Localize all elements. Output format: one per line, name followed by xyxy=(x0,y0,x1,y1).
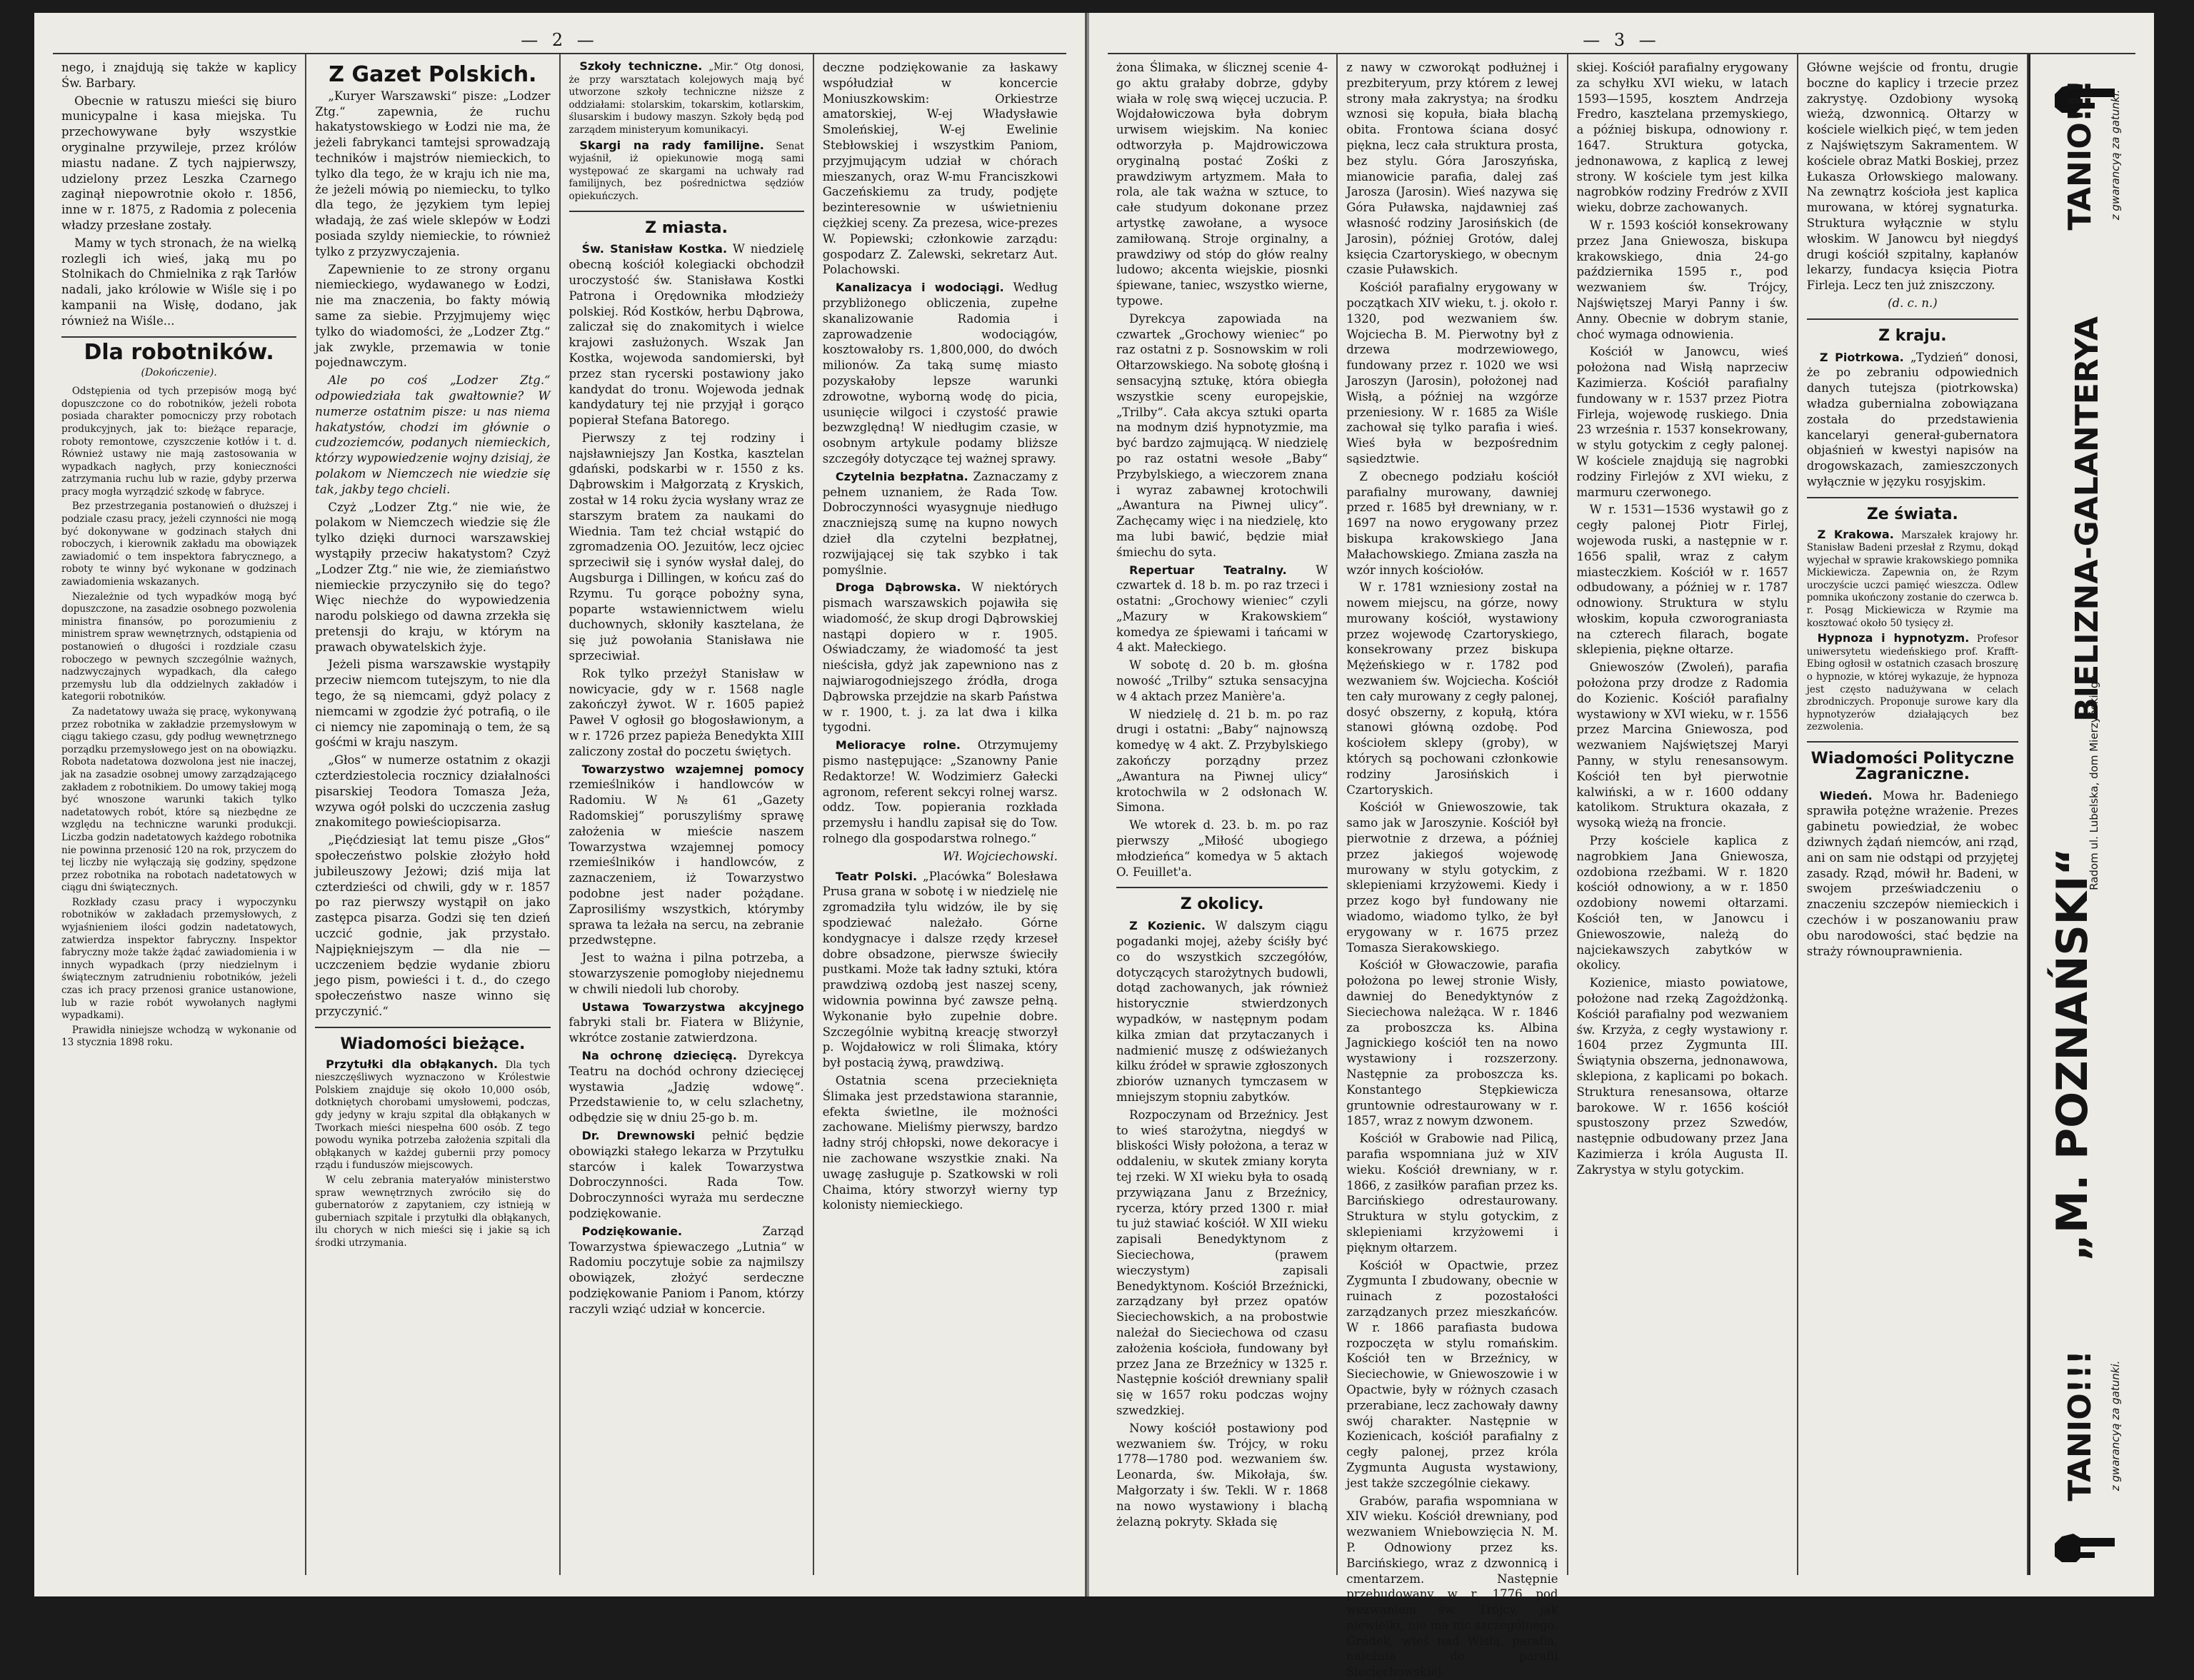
article-text: W r. 1781 wzniesiony został na nowem miejscu, na górze, nowy murowany kościół, wystawiony przez wojewodę Czartoryskiego, konsekrowany przez biskupa Mężeńskiego w r. 1782 pod wezwaniem św. Wojciecha. Kościół ten cały murowany z cegły palonej, dosyć obszerny, z kopułą, która stanowi główną ozdobę. Pod kościołem sklepy (groby), w których są pochowani członkowie rodziny Jarosińskich i Czartoryskich. xyxy=(1346,580,1558,797)
runin-heading: Melioracye rolne. xyxy=(835,738,961,753)
column-1 xyxy=(1108,54,1338,1575)
divider xyxy=(1116,887,1328,888)
runin-heading: Repertuar Teatralny. xyxy=(1129,563,1287,577)
article-text: Kozienice, miasto powiatowe, położone nad rzeką Zagożdżonką. Kościół parafialny pod wezwaniem św. Krzyża, z cegły wystawiony r. 1604 przez Zygmunta III. Świątynia obszerna, jednonawowa, sklepiona, z kaplicami po bokach. Struktura renesansowa, ołtarze barokowe. W r. 1656 kościół spustoszony przez Szwedów, następnie odbudowany przez Jana Kazimierza i króla Augusta II. Zakrystya w stylu gotyckim. xyxy=(1576,976,1788,1177)
article-text: Zarząd Towarzystwa śpiewaczego „Lutnia“ w Radomiu poczytuje sobie za najmilszy obowiązek, złożyć serdeczne podziękowanie Paniom i Panom, którzy raczyli wziąć udział w koncercie. xyxy=(568,1224,804,1316)
article-text: z nawy w czworokąt podłużnej i prezbiteryum, przy którem z lewej strony mała zakrystya; na środku wznosi się kopuła, biała blachą obita. Frontowa ściana dosyć piękna, lecz cała struktura prosta, bez stylu. Góra Jaroszyńska, mianowicie parafia, dalej zaś Jarosza (Jarosin). Wieś nazywa się Góra Puławska, najdawniej zaś własność rodziny Jarosińskich (de Jarosin), później Grotów, dalej księcia Czartoryskiego, w obecnym czasie Puławskich. xyxy=(1346,61,1558,277)
article-text: Według przybliżonego obliczenia, zupełne skanalizowanie Radomia i zaprowadzenie wodociągów, kosztowałoby rs. 1,800,000, do dwóch milionów. Za taką sumę miasto pozyskałoby lepsze warunki zdrowotne, wyborną wodę do picia, usunięcie wilgoci i czystość prawie bezwzględną! W niedługim czasie, w osobnym artykule podamy bliższe szczegóły dotyczące tej ważnej sprawy. xyxy=(822,281,1058,466)
subheading: (Dokończenie). xyxy=(141,367,217,379)
article-text: W r. 1531—1536 wystawił go z cegły palonej Piotr Firlej, wojewoda ruski, a następnie w r. 1656 spalił, wraz z całym miasteczkiem. Kościół w r. 1657 odbudowany, a później w r. 1787 odnowiony. Struktura w stylu włoskim, kopuła czworograniasta na czterech filarach, bogate sklepienia, piękne ołtarze. xyxy=(1576,503,1788,657)
column-4 xyxy=(814,54,1066,1575)
runin-heading: Przytułki dla obłąkanych. xyxy=(326,1057,499,1071)
divider xyxy=(61,336,296,338)
runin-heading: Z Kozienic. xyxy=(1129,919,1206,933)
section-heading: Zagraniczne. xyxy=(1855,765,1970,783)
advertisement-column xyxy=(2028,54,2135,1575)
article-text: Pierwszy z tej rodziny i najsławniejszy Jan Kostka, kasztelan gdański, podskarbi w r. 1550 z ks. Dąbrowskim i Małgorzatą z Kryskich, został w 14 roku życia wysłany wraz ze starszym bratem za naukami do Wiednia. Tam też chciał wstąpić do zgromadzenia OO. Jezuitów, lecz ojciec sprzeciwił się i synów wysłał dalej, do Augsburga i Dillingen, w końcu zaś do Rzymu. Tu gorące pobożny syna, poparte wstawiennictwem wielu duchownych, skłoniły kasztelana, że się już powołania Stanisława nie sprzeciwiał. xyxy=(568,431,804,663)
page-number: — 2 — xyxy=(521,30,598,50)
article-text: Zapewnienie to ze strony organu niemieckiego, wydawanego w Łodzi, nie ma znaczenia, bo fakty mówią same za siebie. Przyjmujemy więc tylko do wiadomości, że „Lodzer Ztg.“ jak zwykle, przemawia w tonie pojednawczym. xyxy=(315,262,551,370)
runin-heading: Towarzystwo wzajemnej pomocy xyxy=(581,762,804,776)
article-text: skiej. Kościół parafialny erygowany za schyłku XVI wieku, w latach 1593—1595, kosztem Andrzeja Fredro, kasztelana przemyskiego, a później biskupa, odnowiony r. 1647. Struktura gotycka, jednonawowa, z kaplicą z lewej strony. W kościele tym jest kilka nagrobków rodziny Fredrów z XVII wieku, dobrze zachowanych. xyxy=(1576,61,1788,215)
right-page xyxy=(1087,13,2154,1679)
article-text: Dyrekcya zapowiada na czwartek „Grochowy wieniec“ po raz ostatni z p. Sosnowskim w roli Ołtarzowskiego. Na sobotę głośną i sensacyjną sztukę, która obiegła wszystkie sceny europejskie, „Trilby“. Cała akcya sztuki oparta na modnym dziś hypnotyzmie, ma być bardzo zajmującą. W niedzielę po raz ostatni wesołe „Baby“ Przybylskiego, a wieczorem znana i wyraz zabawnej krotochwili „Awantura na Piwnej ulicy“. Zachęcamy więc i na niedzielę, kto ma lubi bawić, będzie miał śmiechu do syta. xyxy=(1116,311,1328,559)
article-text: Ale po coś „Lodzer Ztg.“ odpowiedziała tak gwałtownie? W numerze ostatnim pisze: u nas niema hakatystów, chodzi im głównie o cudzoziemców, podanych niemieckich, którzy wypowiedzenie wojny dzisiaj, że polakom w Niemczech nie wiedzie się tak, jakby tego chcieli. xyxy=(315,373,551,496)
article-text: Mowa hr. Badeniego sprawiła potężne wrażenie. Prezes gabinetu powiedział, że wobec dziwnych żądań niemców, ani rząd, ani on sam nie odstąpi od przyjętej zasady. Rząd, mówił hr. Badeni, w swojem przeświadczeniu o znaczeniu szczepów niemieckich i czechów i w poszanowaniu praw obu narodowości, stać będzie na straży równouprawnienia. xyxy=(1806,788,2018,958)
article-text: Przy kościele kaplica z nagrobkiem Jana Gniewosza, ozdobiona rzeźbami. W r. 1820 kościół odnowiony, a w r. 1850 ozdobiony nowemi ołtarzami. Kościół ten, w Janowcu i Gniewoszowie, należą do najciekawszych zabytków w okolicy. xyxy=(1576,834,1788,972)
article-text: Kościół parafialny erygowany w początkach XIV wieku, t. j. około r. 1320, pod wezwaniem św. Wojciecha B. M. Pierwotny był z drzewa modrzewiowego, fundowany przez r. 1020 we wsi Jaroszyn (Jarosin), położonej nad Wisłą, a później na wzgórze przeniesiony. W r. 1685 za Wiśle zachował się tylko parafia i wieś. Wieś była w bezpośrednim sąsiedztwie. xyxy=(1346,281,1558,466)
article-text: Dla tych nieszczęśliwych wyznaczono w Królestwie Polskiem znajduje się około 10,000 osób, dotkniętych chorobami umysłowemi, podczas, gdy jedyny w kraju szpital dla obłąkanych w Tworkach mieści niespełna 600 osób. Z tego powodu wynika potrzeba założenia szpitali dla obłąkanych w każdej gubernii przy pomocy rządu i funduszów miejscowych. xyxy=(315,1059,551,1172)
article-text: Profesor uniwersytetu wiedeńskiego prof. Krafft-Ebing ogłosił w ostatnich czasach broszurę o hypnozie, w której wykazuje, że hypnoza jest często nadużywana w celach zbrodniczych. Proponuje surowe kary dla hypnotyzerów działających bez zezwolenia. xyxy=(1806,633,2018,733)
runin-heading: Dr. Drewnowski xyxy=(581,1128,696,1142)
signature: (d. c. n.) xyxy=(1888,296,1938,310)
article-text: W niektórych pismach warszawskich pojawiła się wiadomość, że skup drogi Dąbrowskiej nastąpi dopiero w r. 1905. Oświadczamy, że wiadomość ta jest nieścisła, gdyż jak zapewniono nas z najwiarogodniejszego źródła, droga Dąbrowska przejdzie na skarb Państwa w r. 1900, t. j. za lat dwa i kilka tygodni. xyxy=(822,580,1058,735)
divider xyxy=(315,1027,550,1028)
left-page xyxy=(34,13,1087,1596)
article-text: żona Ślimaka, w ślicznej scenie 4-go aktu grałaby dobrze, gdyby wiała w rolę swą więcej uczucia. P. Wojdałowiczowa była dobrym urwisem wiejskim. Na koniec odtworzyła p. Majdrowiczowa oryginalną postać Zośki z prawdziwym artyzmem. Mała to rola, ale tak ważna w sztuce, to całe studyum dokonane przez artystkę zawołane, a wysoce zamiłowaną. Stroje orginalny, a prawdziwy od stóp do głów realny ludowo; akcenta wiejskie, piosnki śpiewane, taniec, wszystko wierne, typowe. xyxy=(1116,61,1328,308)
article-text: Otrzymujemy pismo następujące: „Szanowny Panie Redaktorze! W. Wodzimierz Gałecki agronom, referent sekcyi rolnej warsz. oddz. Tow. popierania rozkłada przemysłu i handlu zapisał się do Tow. rolnego dla gospodarstwa rolnego.“ xyxy=(822,738,1058,846)
guarantee-label: z gwarancyą za gatunki. xyxy=(2109,89,2123,221)
runin-heading: Podziękowanie. xyxy=(581,1224,683,1238)
article-text: Gniewoszów (Zwoleń), parafia położona przy drodze z Radomia do Kozienic. Kościół parafialny wystawiony w XVI wieku, w r. 1556 przez Marcina Gniewosza, pod wezwaniem Najświętszej Maryi Panny, w stylu renesansowym. Kościół ten był pierwotnie kalwiński, a w r. 1600 oddany katolikom. Struktura okazała, z wysoką wieżą na froncie. xyxy=(1576,660,1788,830)
firm-name: „M. POZNAŃSKI“ xyxy=(2048,847,2098,1262)
article-text: Z obecnego podziału kościół parafialny murowany, dawniej przed r. 1685 był drewniany, w r. 1697 na nowo erygowany przez biskupa krakowskiego Jana Małachowskiego. Zmiana zaszła na wzór innych kościołów. xyxy=(1346,469,1558,577)
runin-heading: Kanalizacya i wodociągi. xyxy=(835,281,1004,295)
article-text: Rozkłady czasu pracy i wypoczynku robotników w zakładach przemysłowych, z wyjaśnieniem ilości godzin nadetatowych, zatwierdza inspektor fabryczny. Inspektor fabryczny może także żądać zawiadomienia i w innych wypadkach (przy niedzielnym i świątecznym zatrudnieniu robotników, jeżeli czas ich pracy przenosi granice ustanowione, lub w razie robót wywołanych nagłymi wypadkami). xyxy=(61,896,297,1022)
runin-heading: Droga Dąbrowska. xyxy=(835,580,961,595)
article-text: nego, i znajdują się także w kaplicy Św. Barbary. xyxy=(61,61,297,90)
column-4 xyxy=(1798,54,2028,1575)
article-text: W celu zebrania materyałów ministerstwo spraw wewnętrznych zwróciło się do gubernatorów z zapytaniem, czy istnieją w guberniach szpitale i przytułki dla obłąkanych, ilu chorych w nich mieści się i jakie są ich środki utrzymania. xyxy=(315,1174,551,1249)
article-text: „Placówka“ Bolesława Prusa grana w sobotę i w niedzielę nie zgromadziła tylu widzów, ile by się spodziewać należało. Górne kondygnacye i dalsze rzędy krzeseł dobre obsadzone, pierwsze świeciły pustkami. Może tak ładny sztuki, która prawdziwą ozdobą jest naszej sceny, widownia powinna być zawsze pełną. Wykonanie było zupełnie dobre. Szczególnie wybitną kreację stworzył p. Wojdałowicz w roli Ślimaka, który był postacią żywą, prawdziwą. xyxy=(822,869,1058,1070)
goods-label: BIELIZNA-GALANTERYA xyxy=(2069,316,2106,722)
article-text: „Pięćdziesiąt lat temu pisze „Głos“ społeczeństwo polskie złożyło hołd jubileuszowy Jeżowi; dziś mija lat czterdzieści od chwili, gdy w r. 1857 po raz pierwszy wystąpił on jako zastępca pisarza. Godzi się ten dzień uczcić godnie, jak przystało. Najpiękniejszym — dla nie — uczczeniem będzie wydanie zbioru jego pism, powieści i t. d., do czego społeczeństwo nasze winno się przyczynić.“ xyxy=(315,833,551,1019)
article-text: fabryki stali br. Fiatera w Bliżynie, wkrótce zostanie zatwierdzona. xyxy=(568,1015,804,1045)
columns xyxy=(53,53,1066,1575)
article-text: Główne wejście od frontu, drugie boczne do kaplicy i trzecie przez zakrystyę. Ozdobiony wysoką wieżą, dzwonnicą. Ołtarzy w kościele wielkich pięć, w tem jeden z Najświętszym Sakramentem. W kościele obraz Matki Boskiej, przez Łukasza Orłowskiego malowany. Na zewnątrz kościoła jest kaplica murowana, w której sygnaturka. Struktura wyłącznie w stylu włoskim. W Janowcu był niegdyś drugi kościół szpitalny, kapłanów lekarzy, fundacya księcia Piotra Firleja. Lecz ten już zniszczony. xyxy=(1806,61,2018,293)
article-text: Kościół w Grabowie nad Pilicą, parafia wspomniana już w XIV wieku. Kościół drewniany, w r. 1866, z zasiłków parafian przez ks. Barcińskiego odrestaurowany. Struktura w stylu gotyckim, z sklepieniami krzyżowemi i pięknym ołtarzem. xyxy=(1346,1132,1558,1254)
section-heading: Z Gazet Polskich. xyxy=(329,62,537,87)
runin-heading: Wiedeń. xyxy=(1819,788,1873,803)
newspaper-spread xyxy=(34,13,2154,1679)
cheap-label: TANIO!!! xyxy=(2062,79,2099,231)
article-text: „Głos“ w numerze ostatnim z okazji czterdziestolecia rocznicy działalności pisarskiej Teodora Tomasza Jeża, wzywa ogół polski do uczczenia zasług znakomitego powieściopisarza. xyxy=(315,753,551,830)
section-heading: Ze świata. xyxy=(1866,505,1958,523)
article-text: Czyż „Lodzer Ztg.“ nie wie, że polakom w Niemczech wiedzie się źle tylko dzięki durnoci warszawskiej wystąpiły przeciw hakatystom? Czyż „Lodzer Ztg.“ nie wie, że ziemiaństwo niemieckie przyczyniło się do tego? Więc niechże do wypowiedzenia narodu polskiego od dawna zrzekła się pretensji do kraju, w którym na prawach obywatelskich żyje. xyxy=(315,500,551,654)
article-text: Bez przestrzegania postanowień o dłuższej i podziale czasu pracy, jeżeli czynności nie mogą być dokonywane w godzinach stałych dni roboczych, i kierownik zakładu ma obowiązek zawiadomić o tem inspektora fabrycznego, a roboty te winny być wykonane w godzinach zawiadomienia wskazanych. xyxy=(61,501,297,588)
cheap-label: TANIO!!! xyxy=(2062,1350,2099,1502)
signature: Wł. Wojciechowski. xyxy=(943,849,1058,863)
runin-heading: Hypnoza i hypnotyzm. xyxy=(1817,631,1970,645)
article-text: Kościół w Janowcu, wieś położona nad Wisłą naprzeciw Kazimierza. Kościół parafialny fundowany w r. 1537 przez Piotra Firleja, wojewodę ruskiego. Dnia 23 września r. 1537 konsekrowany, w stylu gotyckim z cegły palonej. W kościele znajdują się nagrobki rodziny Firlejów z XVI wieku, z marmuru czerwonego. xyxy=(1576,345,1788,499)
runin-heading: Teatr Polski. xyxy=(835,869,918,883)
column-3 xyxy=(561,54,814,1575)
article-text: Kościół w Głowaczowie, parafia położona po lewej stronie Wisły, dawniej do Benedyktynów z Sieciechowa należąca. W r. 1846 za proboszcza ks. Albina Jagnickiego kościół ten na nowo wystawiony i rozszerzony. Następnie za proboszcza ks. Konstantego Stępkiewicza gruntownie odrestaurowany w r. 1857, wraz z nowym dzwonem. xyxy=(1346,958,1558,1128)
article-text: Rok tylko przeżył Stanisław w nowicyacie, gdy w r. 1568 nagle zakończył żywot. W r. 1605 papież Paweł V ogłosił go błogosławionym, a w r. 1726 przez papieża Benedykta XIII zaliczony został do poczetu świętych. xyxy=(568,666,804,758)
article-text: W r. 1593 kościół konsekrowany przez Jana Gniewosza, biskupa krakowskiego, dnia 24-go października 1595 r., pod wezwaniem św. Trójcy, Najświętszej Maryi Panny i św. Anny. Obecnie w dobrym stanie, choć wymaga odnowienia. xyxy=(1576,218,1788,341)
article-text: W dalszym ciągu pogadanki mojej, ażeby ściśły być co do wszystkich szczegółów, dotyczących starożytnych budowli, dotąd zachowanych, jak również historycznie stwierdzonych wypadków, w następnym podam kilka zmian dat przytaczanych i nadmienić muszę z odświeżanych kilku źródeł w sprawie zgłoszonych zbiorów uznanych tymczasem w mniejszym stopniu zabytków. xyxy=(1116,919,1328,1104)
article-text: pełnić będzie obowiązki stałego lekarza w Przytułku starców i kalek Towarzystwa Dobroczynności. Rada Tow. Dobroczynności wyraża mu serdeczne podziękowanie. xyxy=(568,1128,804,1220)
article-text: Marszałek krajowy hr. Stanisław Badeni przesłał z Rzymu, dokąd wyjechał w sprawie krakowskiego pomnika Mickiewicza. Zapewnia on, że Rzym uroczyście uczci pamięć wieszcza. Odlew pomnika ukończony zostanie do czerwca b. r. Posąg Mickiewicza w Rzymie ma kosztować około 50 tysięcy zł. xyxy=(1806,529,2018,629)
section-heading: Z miasta. xyxy=(645,218,728,237)
columns xyxy=(1108,53,2135,1679)
runin-heading: Na ochronę dziecięcą. xyxy=(581,1048,738,1062)
article-text: Zaznaczamy z pełnem uznaniem, że Rada Tow. Dobroczynności wyasygnuje niedługo znaczniejszą sumę na kupno nowych dzieł dla czytelni bezpłatnej, rozwijającej się tak szybko i tak pomyślnie. xyxy=(822,469,1058,577)
article-text: Nowy kościół postawiony pod wezwaniem św. Trójcy, w roku 1778—1780 pod. wezwaniem św. Leonarda, św. Mikołaja, św. Małgorzaty i św. Tekli. W r. 1868 na nowo wystawiony i blachą żelazną pokryty. Składa się xyxy=(1116,1421,1328,1529)
section-heading: Wiadomości bieżące. xyxy=(340,1035,526,1053)
page-number: — 3 — xyxy=(1583,30,1660,50)
article-text: Jeżeli pisma warszawskie wystąpiły przeciw niemcom tutejszym, to nie dla tego, że są niemcami, gdyż polacy z niemcami w zgodzie żyć potrafią, o ile ci niemcy nie zapominają o tem, że są gośćmi w kraju naszym. xyxy=(315,658,551,750)
article-text: Za nadetatowy uważa się pracę, wykonywaną przez robotnika w zakładzie przemysłowym w ciągu takiego czasu, gdy podług wewnętrznego porządku przemysłowego jest on na obowiązku. Robota nadetatowa dozwolona jest nie inaczej, jak na zasadzie osobnej umowy zarządzającego zakładem z robotnikiem. Do umowy takiej mogą być wnoszone warunki takich tylko nadetatowych robót, które są niezbędne ze względu na techniczne warunki produkcji. Liczba godzin nadetatowych każdego robotnika nie powinna przenosić 120 na rok, przyczem do tej liczby nie wyłączają się godziny, spędzone przez robotnika na robotach nadetatowych w ciągu dni świątecznych. xyxy=(61,705,297,894)
article-text: „Mir.“ Otg donosi, że przy warsztatach kolejowych mają być utworzone szkoły techniczne niższe z oddziałami: stolarskim, tokarskim, kotlarskim, ślusarskim i budowy maszyn. Szkoły będą pod zarządem ministeryum komunikacyi. xyxy=(568,61,804,136)
column-1 xyxy=(53,54,306,1575)
section-heading: Z kraju. xyxy=(1878,326,1947,345)
section-heading: Z okolicy. xyxy=(1180,895,1264,914)
runin-heading: Św. Stanisław Kostka. xyxy=(581,242,728,256)
article-text: rzemieślników i handlowców w Radomiu. W № 61 „Gazety Radomskiej“ poruszyliśmy sprawę założenia w mieście naszem Towarzystwa wzajemnej pomocy rzemieślników i handlowców, z zaznaczeniem, iż Towarzystwo podobne jest nader pożądane. Zaprosiliśmy wszystkich, którymby sprawa ta leżała na sercu, na zebranie przedwstępne. xyxy=(568,778,804,947)
article-text: Grabów, parafia wspomniana w XIV wieku. Kościół drewniany, pod wezwaniem Wniebowzięcia N. M. P. Odnowiony przez ks. Barcińskiego, wraz z dzwonnicą i cmentarzem. Następnie przebudowany w r. 1776 pod wezwaniem św. Trójcy, jak niewielki, nie ma nic szczególnego. Gródek, wieś nad Wisłą, parafia, należała do parafii Sieciechowskiej. xyxy=(1346,1494,1558,1679)
column-2 xyxy=(1338,54,1568,1679)
article-text: „Tydzień“ donosi, że po zebraniu odpowiednich danych tutejsza (piotrkowska) władza gubernialna zobowiązana została do przedstawienia kancelaryi generał-gubernatora objaśnień w kwestyi napisów na drogowskazach, zamieszczonych wyłącznie w języku rosyjskim. xyxy=(1806,350,2018,488)
article-text: Rozpoczynam od Brzeźnicy. Jest to wieś starożytna, niegdyś w bliskości Wisły położona, a teraz w oddaleniu, w skutek zmiany koryta tej rzeki. W XI wieku była to osadą przywiązana Janu z Brzeźnicy, rycerza, który przed 1300 r. miał tu już stawiać kościół. W XII wieku zapisali Benedyktynom z Sieciechowa, (prawem wieczystym) zapisali Benedyktynom. Kościół Brzeźnicki, zarządzany był przez opatów Sieciechowskich, a na probostwie należał do Sieciechowa od czasu założenia kościoła, fundowany był przez Jana ze Brzeźnicy w 1325 r. Następnie kościół drewniany spalił się w 1657 roku podczas wojny szwedzkiej. xyxy=(1116,1107,1328,1417)
guarantee-label: z gwarancyą za gatunki. xyxy=(2109,1360,2123,1492)
article-text: Kościół w Opactwie, przez Zygmunta I zbudowany, obecnie w ruinach z pozostałości zarządzanych przez mieszkańców. W r. 1866 parafiasta budowa rozpoczęta w stylu romańskim. Kościół ten w Brzeźnicy, w Sieciechowie, w Gniewoszowie i w Opactwie, były w różnych czasach przerabiane, lecz zachowały dawny swój charakter. Następnie w Kozienicach, kościół parafialny z cegły palonej, przez króla Zygmunta Augusta wystawiony, jest także szczególnie ciekawy. xyxy=(1346,1258,1558,1490)
article-text: Mamy w tych stronach, że na wielką rozlegli ich wieś, jaką mu po Stolnikach do Chmielnika z rąk Tarłów nadali, jako królowie w Wiśle się i po kampanii na Wisłę, dodano, jak również na Wiśle... xyxy=(61,236,297,328)
article-text: Senat wyjaśnił, iż opiekunowie mogą sami występować ze skargami na uchwały rad familijnych, bez pośrednictwa sędziów opiekuńczych. xyxy=(568,140,804,202)
runin-heading: Z Piotrkowa. xyxy=(1819,350,1904,364)
section-heading: Dla robotników. xyxy=(84,339,274,365)
article-text: Jest to ważna i pilna potrzeba, a stowarzyszenie pomogłoby niejednemu w chwili niedoli lub choroby. xyxy=(568,951,804,996)
article-text: Obecnie w ratuszu mieści się biuro municypalne i kasa miejska. Tu przechowywane były wszystkie oryginalne przywileje, przez królów miastu nadane. Z tych najpierwszy, udzielony przez Leszka Czarnego zaginął niepowrotnie około r. 1856, inne w r. 1875, z Radomia z polecenia władzy przesłane zostały. xyxy=(61,94,297,232)
article-text: Niezależnie od tych wypadków mogą być dopuszczone, na zasadzie osobnego pozwolenia ministra finansów, po porozumieniu z ministrem spraw wewnętrznych, odstąpienia od postanowień o długości i rozdziale czasu roboczego w pewnych szczególnie ważnych, nadzwyczajnych wypadkach, dla całego przemysłu lub dla oddzielnych zakładów i kategorii robotników. xyxy=(61,590,297,703)
article-text: Kościół w Gniewoszowie, tak samo jak w Jaroszynie. Kościół był pierwotnie z drzewa, a później przez jakiegoś wojewodę murowany w stylu gotyckim, z sklepieniami krzyżowemi. Kiedy i przez kogo był fundowany nie wiadomo, wiadomo tylko, że był erygowany w r. 1675 przez Tomasza Sierakowskiego. xyxy=(1346,800,1558,955)
divider xyxy=(1807,497,2018,498)
article-text: Odstępienia od tych przepisów mogą być dopuszczone co do robotników, jeżeli robota posiada charakter pomocniczy przy robotach produkcyjnych, jak to: bieżące reparacje, roboty remontowe, czyszczenie kotłów i t. d. Również ustawy nie mają zastosowania w wypadkach nagłych, przy konieczności zatrzymania ruchu lub w razie, gdyby przerwa pracy mogła wyrządzić szkodę w fabryce. xyxy=(61,386,297,498)
runin-heading: Ustawa Towarzystwa akcyjnego xyxy=(581,1000,804,1014)
address-label: Radom ul. Lubelska, dom Mierzyńskiego. xyxy=(2088,671,2101,890)
divider xyxy=(1807,741,2018,743)
column-3 xyxy=(1568,54,1798,1575)
runin-heading: Z Krakowa. xyxy=(1817,527,1894,541)
section-heading: Wiadomości Polityczne xyxy=(1810,750,2015,768)
article-text: Ostatnia scena przecieknięta Ślimaka jest przedstawiona starannie, efekta świetlne, ile możności zachowane. Mieliśmy pierwszy, bardzo ładny strój chłopski, nowe dekoracye i nie zachowane wszystkie znaki. Na uwagę zasługuje p. Szatkowski w roli Chaima, który stworzył wierny typ kolonisty niemieckiego. xyxy=(822,1074,1058,1212)
article-text: W niedzielę d. 21 b. m. po raz drugi i ostatni: „Baby“ najnowszą komedyę w 4 akt. Z. Przybylskiego zakończy porządny przez „Awantura na Piwnej ulicy“ krotochwila w 2 odsłonach W. Simona. xyxy=(1116,707,1328,815)
article-text: W sobotę d. 20 b. m. głośna nowość „Trilby“ sztuka sensacyjna w 4 aktach przez Manière'a. xyxy=(1116,658,1328,703)
article-text: W niedzielę obecną kościół kolegiacki obchodził uroczystość św. Stanisława Kostki Patrona i Orędownika młodzieży polskiej. Ród Kostków, herbu Dąbrowa, zaliczał się do znakomitych i wielce krajowi zasłużonych. Wszak Jan Kostka, wojewoda sandomierski, był przez stan rycerski postawiony jako kandydat do tronu. Wojewoda jednak kandydatury tej nie przyjął i gorąco popierał Stefana Batorego. xyxy=(568,242,804,428)
article-text: We wtorek d. 23. b. m. po raz pierwszy „Miłość ubogiego młodzieńca“ komedya w 5 aktach O. Feuillet'a. xyxy=(1116,818,1328,879)
runin-heading: Szkoły techniczne. xyxy=(579,59,703,73)
article-text: Prawidła niniejsze wchodzą w wykonanie od 13 stycznia 1898 roku. xyxy=(61,1024,297,1049)
runin-heading: Skargi na rady familijne. xyxy=(579,138,764,152)
runin-heading: Czytelnia bezpłatna. xyxy=(835,469,968,483)
column-2 xyxy=(306,54,560,1575)
pointing-hand-icon xyxy=(2052,1532,2116,1565)
article-text: Dyrekcya Teatru na dochód ochrony dziecięcej wystawia „Jadzię wdowę“. Przedstawienie to, w celu szlachetny, odbędzie się w dniu 25-go b. m. xyxy=(568,1048,804,1125)
divider xyxy=(1807,318,2018,320)
article-text: „Kuryer Warszawski“ pisze: „Lodzer Ztg.“ zapewnia, że ruchu hakatystowskiego w Łodzi nie ma, że jeżeli fabrykanci tamtejsi sprowadzają techników i majstrów niemieckich, to tylko dla tego, że w kraju ich nie ma, że jeżeli mówią po niemiecku, to tylko dla tego, że językiem tym lepiej władają, że zaś wiele sklepów w Łodzi posiada szyldy niemieckie, to również tylko z przyzwyczajenia. xyxy=(315,89,551,258)
article-text: W czwartek d. 18 b. m. po raz trzeci i ostatni: „Grochowy wieniec“ czyli „Mazury w Krakowskiem“ komedya ze śpiewami i tańcami w 4 akt. Małeckiego. xyxy=(1116,563,1328,655)
divider xyxy=(569,211,804,212)
article-text: deczne podziękowanie za łaskawy współudział w koncercie Moniuszkowskim: Orkiestrze amatorskiej, W-ej Władysławie Smoleńskiej, W-ej Ewelinie Stebłowskiej i wszystkim Paniom, przyjmującym udział w chórach mieszanych, oraz W-mu Franciszkowi Gaczeńskiemu za trudy, podjęte bezinteresownie w uświetnieniu ciężkiej sceny. Za prezesa, wice-prezes W. Popiewski; członkowie zarządu: gospodarz Z. Zalewski, sekretarz Aut. Polachowski. xyxy=(822,61,1058,277)
